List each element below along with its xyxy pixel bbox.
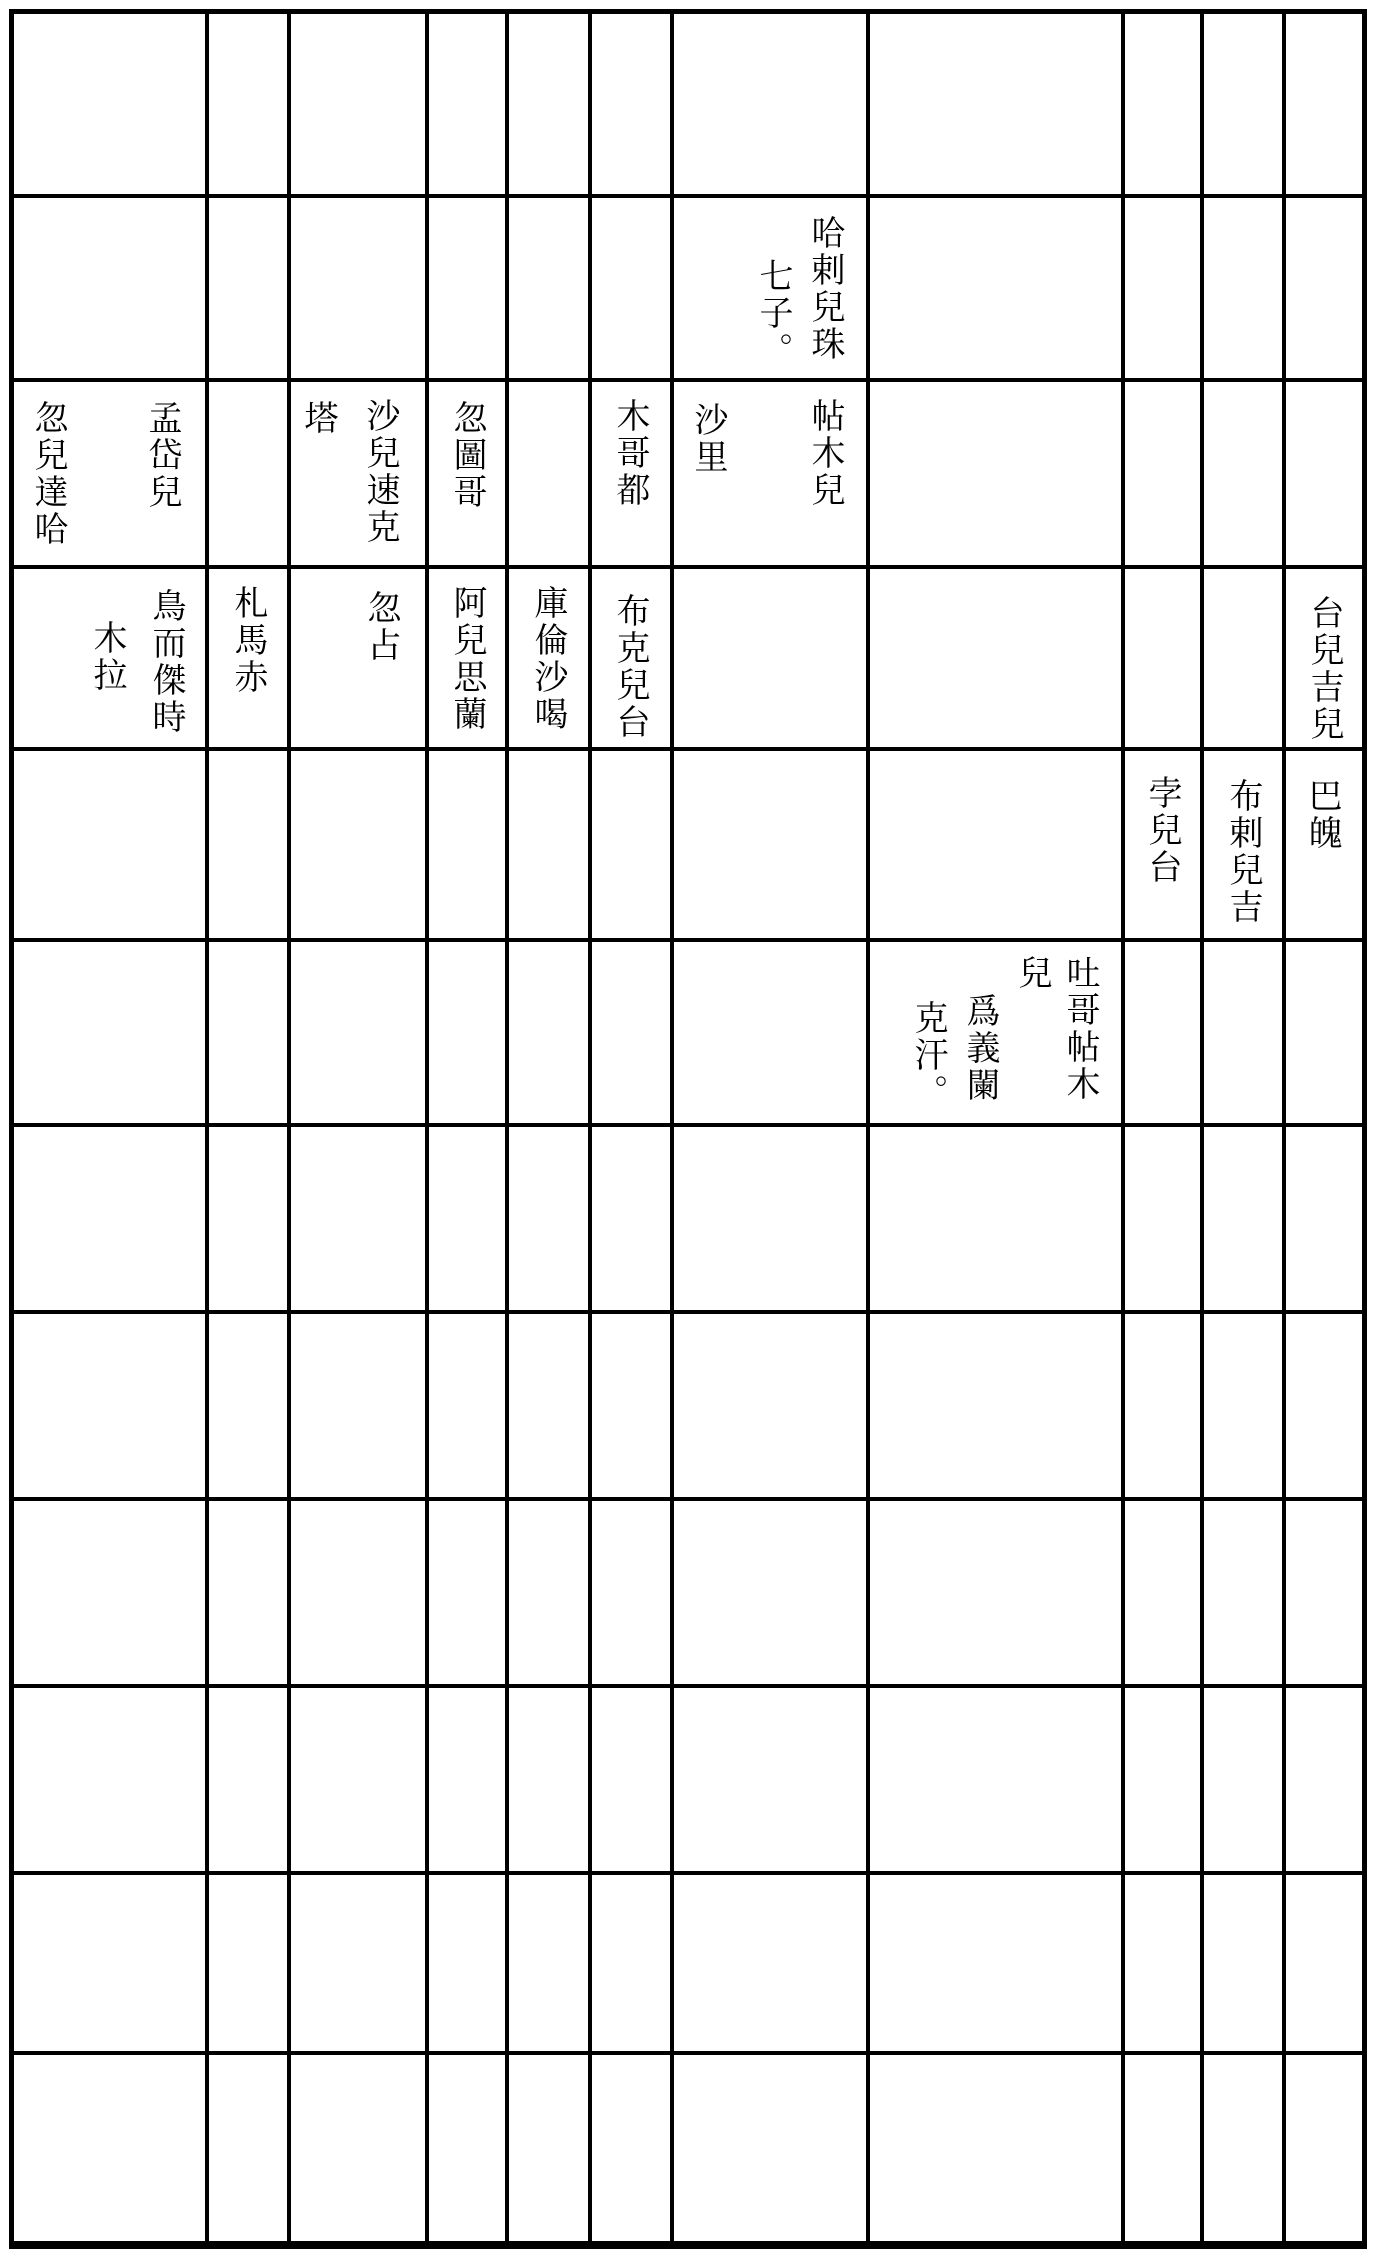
grid-line-horizontal — [9, 938, 1367, 942]
cell-text-r3c7-run1: 沙里 — [688, 402, 728, 476]
grid-line-horizontal — [9, 1310, 1367, 1314]
table-border-top — [9, 9, 1367, 14]
grid-line-horizontal — [9, 2051, 1367, 2055]
grid-line-vertical — [866, 9, 870, 2249]
cell-text-r2c7-run1: 七子。 — [753, 258, 793, 369]
cell-text-r6c8-run0: 吐哥帖木 — [1060, 955, 1100, 1103]
cell-text-r4c11-run0: 台兒吉兒 — [1304, 595, 1344, 743]
table-border-right — [1362, 9, 1367, 2249]
cell-text-r4c3-run0: 忽占 — [361, 590, 401, 664]
grid-line-vertical — [1282, 9, 1286, 2249]
grid-line-vertical — [287, 9, 291, 2249]
grid-line-horizontal — [9, 1497, 1367, 1501]
grid-line-vertical — [588, 9, 592, 2249]
cell-text-r3c4-run0: 忽圖哥 — [447, 400, 487, 511]
cell-text-r6c8-run3: 克汗。 — [908, 1000, 948, 1111]
cell-text-r3c7-run0: 帖木兒 — [805, 398, 845, 509]
cell-text-r4c5-run0: 庫倫沙喝 — [528, 585, 568, 733]
cell-text-r3c3-run0: 沙兒速克 — [360, 398, 400, 546]
cell-text-r5c11-run0: 巴魄 — [1302, 778, 1342, 852]
cell-text-r3c3-run1: 塔 — [298, 400, 338, 437]
cell-text-r4c6-run0: 布克兒台 — [610, 593, 650, 741]
table-border-bottom — [9, 2241, 1367, 2249]
cell-text-r3c1-run0: 孟岱兒 — [142, 400, 182, 511]
grid-line-horizontal — [9, 378, 1367, 382]
table-border-left — [9, 9, 14, 2249]
cell-text-r4c2-run0: 札馬赤 — [228, 585, 268, 696]
cell-text-r5c9-run0: 孛兒台 — [1142, 775, 1182, 886]
cell-text-r3c1-run1: 忽兒達哈 — [28, 400, 68, 548]
grid-line-horizontal — [9, 1871, 1367, 1875]
grid-line-horizontal — [9, 565, 1367, 569]
grid-line-horizontal — [9, 747, 1367, 751]
grid-line-horizontal — [9, 1123, 1367, 1127]
grid-line-vertical — [205, 9, 209, 2249]
grid-line-horizontal — [9, 1684, 1367, 1688]
cell-text-r4c4-run0: 阿兒思蘭 — [447, 585, 487, 733]
cell-text-r6c8-run2: 爲義闌 — [960, 993, 1000, 1104]
cell-text-r2c7-run0: 哈剌兒珠 — [805, 215, 845, 363]
cell-text-r6c8-run1: 兒 — [1012, 955, 1052, 992]
grid-line-vertical — [425, 9, 429, 2249]
cell-text-r4c1-run0: 鳥而傑時 — [146, 588, 186, 736]
cell-text-r5c10-run0: 布剌兒吉 — [1223, 778, 1263, 926]
grid-line-horizontal — [9, 194, 1367, 198]
grid-line-vertical — [1200, 9, 1204, 2249]
grid-line-vertical — [505, 9, 509, 2249]
grid-line-vertical — [1121, 9, 1125, 2249]
grid-line-vertical — [670, 9, 674, 2249]
cell-text-r3c6-run0: 木哥都 — [610, 398, 650, 509]
cell-text-r4c1-run1: 木拉 — [87, 620, 127, 694]
